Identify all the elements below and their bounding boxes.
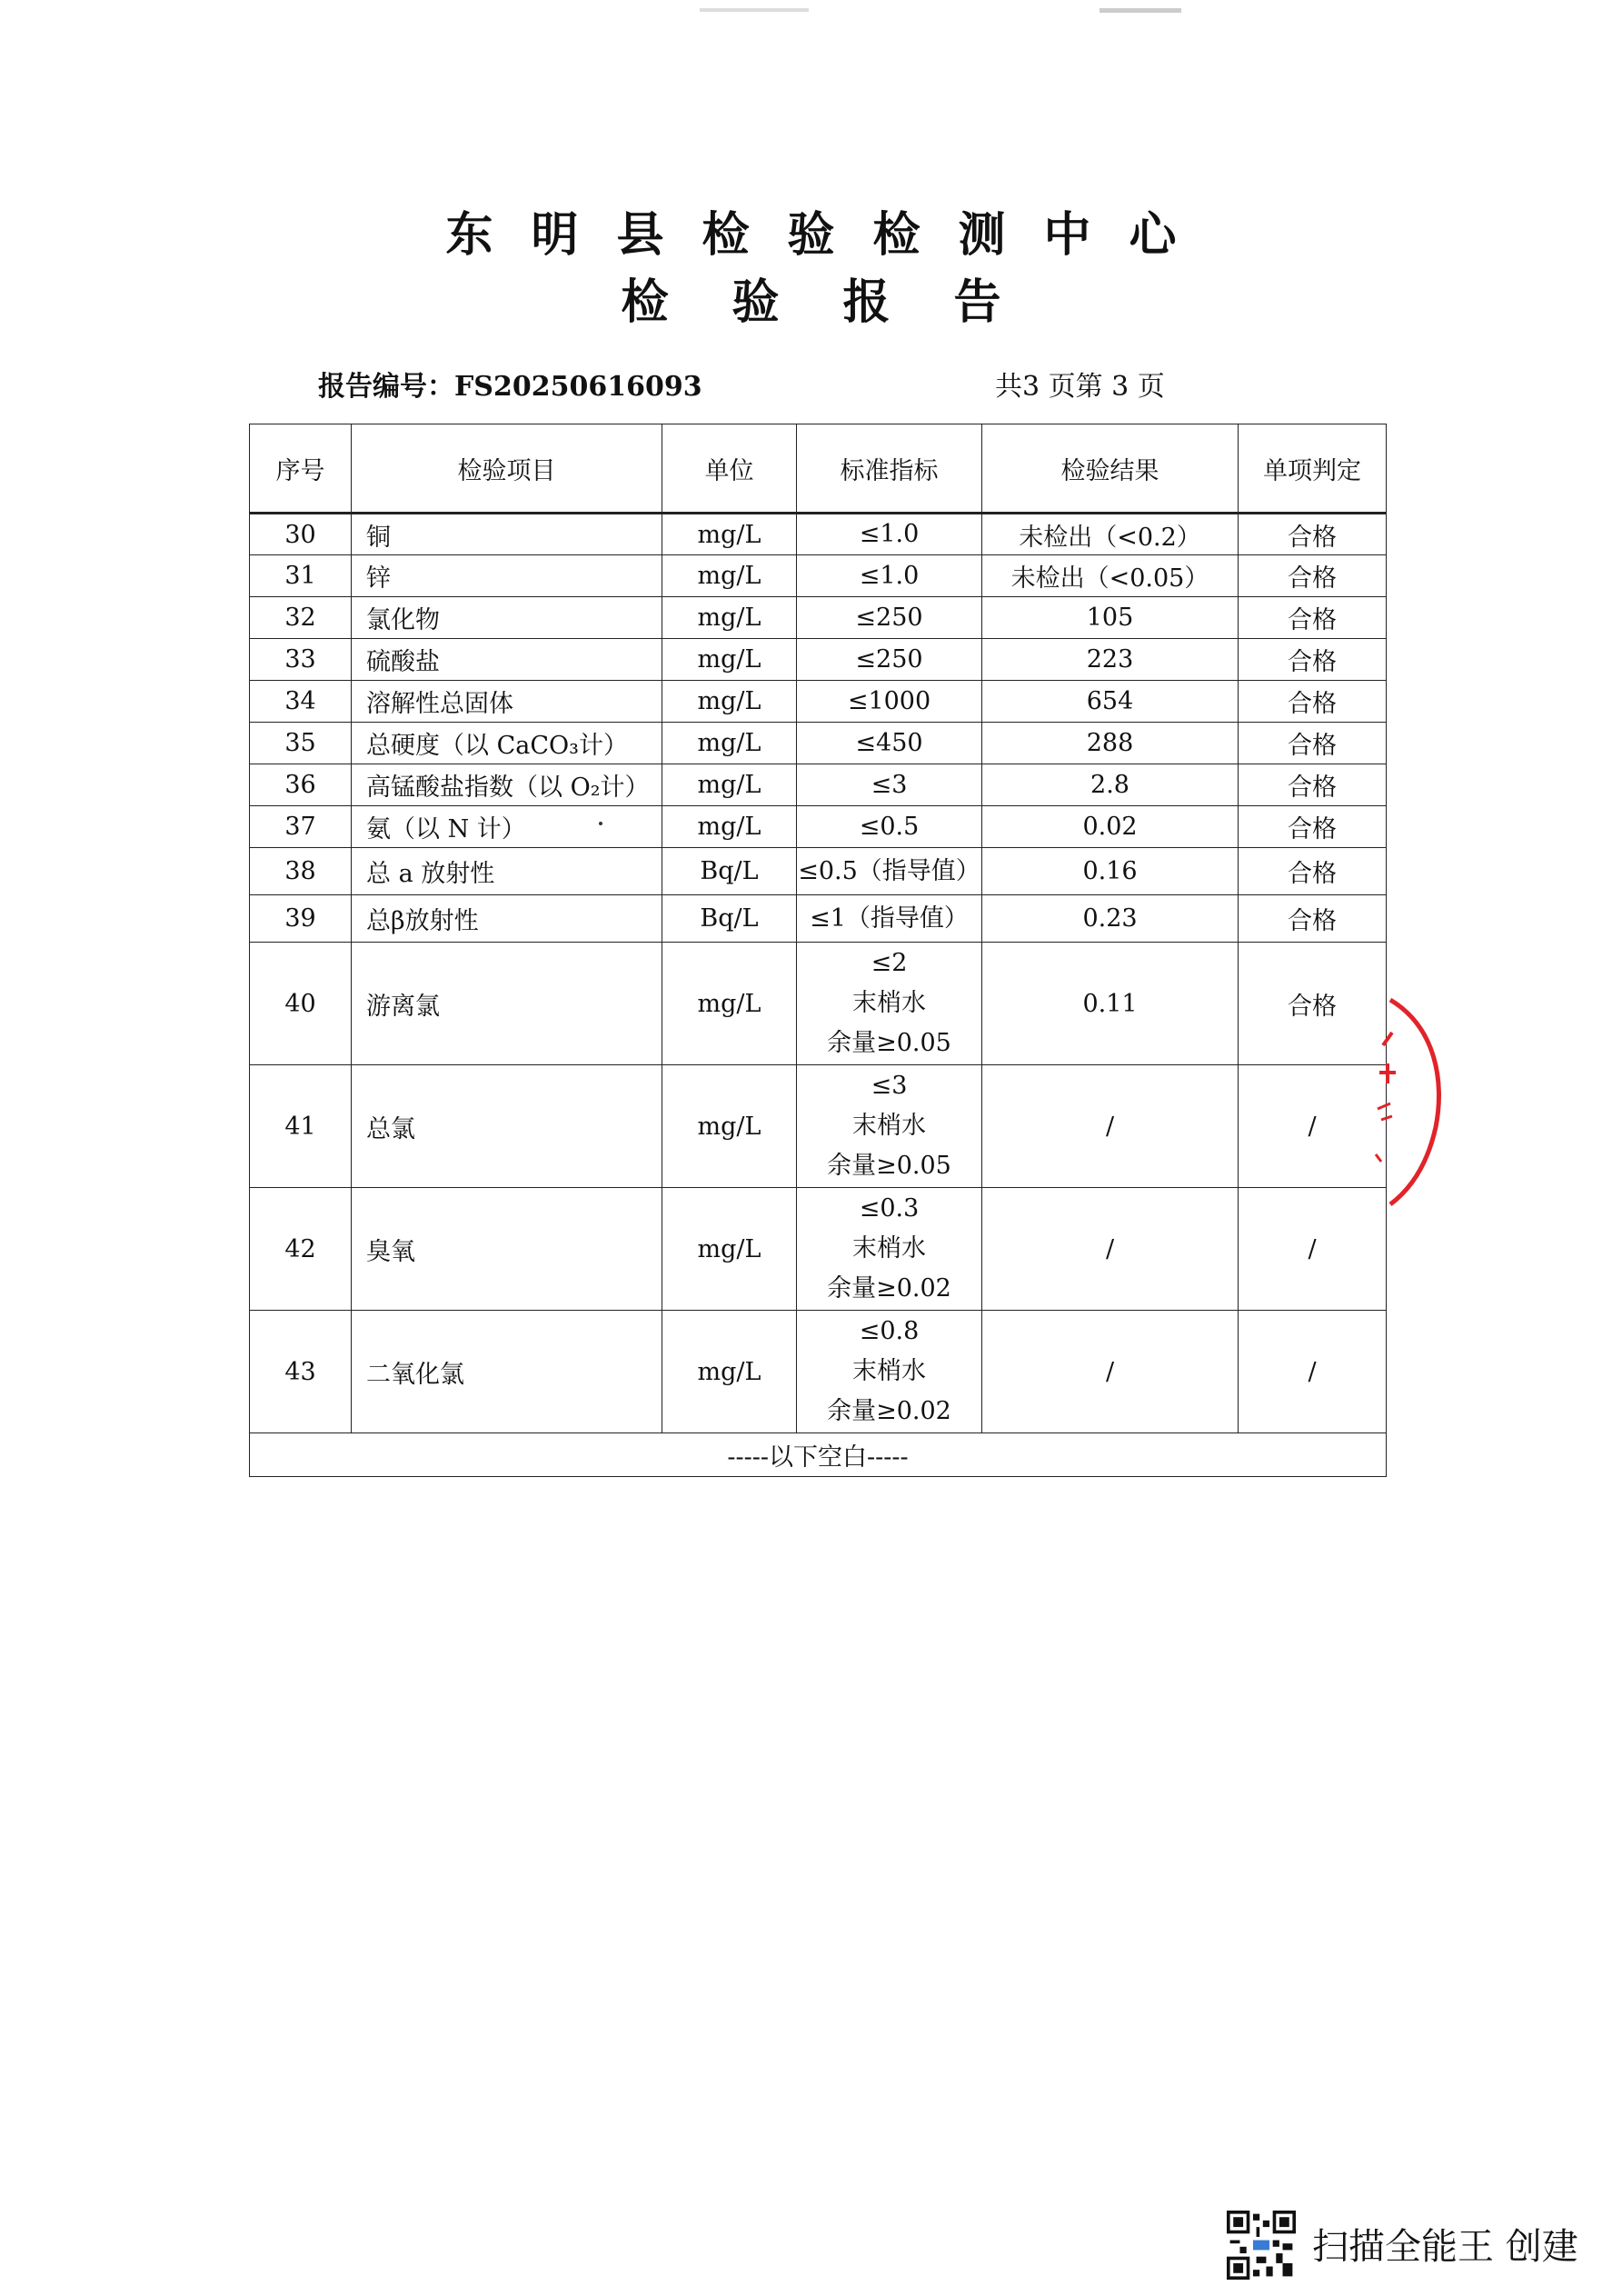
cell-standard bbox=[797, 848, 982, 895]
col-header-unit: 单位 bbox=[662, 424, 797, 514]
cell-result: 223 bbox=[982, 639, 1239, 681]
standard-line: 余量≥0.05 bbox=[827, 1152, 951, 1180]
col-header-item: 检验项目 bbox=[352, 424, 662, 514]
table-header-row bbox=[250, 424, 1387, 514]
standard-line: ≤250 bbox=[855, 603, 923, 632]
col-header-result: 检验结果 bbox=[982, 424, 1239, 514]
cell-unit: Bq/L bbox=[662, 895, 797, 943]
cell-no: 38 bbox=[250, 848, 352, 895]
table-row bbox=[250, 723, 1387, 764]
cell-item: 总硬度（以 CaCO₃计） bbox=[352, 723, 662, 764]
table-row bbox=[250, 1311, 1387, 1433]
cell-unit: mg/L bbox=[662, 681, 797, 723]
cell-no: 40 bbox=[250, 943, 352, 1065]
cell-result: 2.8 bbox=[982, 764, 1239, 806]
cell-verdict: / bbox=[1239, 1188, 1387, 1311]
standard-line: 余量≥0.05 bbox=[827, 1029, 951, 1057]
cell-verdict: 合格 bbox=[1239, 848, 1387, 895]
inspection-table bbox=[249, 424, 1387, 1477]
cell-result: 105 bbox=[982, 597, 1239, 639]
cell-item: 溶解性总固体 bbox=[352, 681, 662, 723]
standard-line: ≤3 bbox=[871, 770, 908, 799]
standard-line: ≤1.0 bbox=[859, 520, 920, 548]
cell-no: 35 bbox=[250, 723, 352, 764]
cell-item: 硫酸盐 bbox=[352, 639, 662, 681]
table-row bbox=[250, 681, 1387, 723]
table-row bbox=[250, 514, 1387, 555]
table-row bbox=[250, 597, 1387, 639]
cell-item: 铜 bbox=[352, 514, 662, 555]
table-row bbox=[250, 764, 1387, 806]
cell-unit: mg/L bbox=[662, 555, 797, 597]
standard-line: ≤0.5（指导值） bbox=[798, 856, 980, 885]
cell-unit: Bq/L bbox=[662, 848, 797, 895]
cell-standard bbox=[797, 639, 982, 681]
cell-verdict: 合格 bbox=[1239, 597, 1387, 639]
cell-standard bbox=[797, 806, 982, 848]
cell-unit: mg/L bbox=[662, 597, 797, 639]
cell-result: 288 bbox=[982, 723, 1239, 764]
cell-unit: mg/L bbox=[662, 514, 797, 555]
cell-standard bbox=[797, 1065, 982, 1188]
cell-result: 0.02 bbox=[982, 806, 1239, 848]
cell-item: 总 a 放射性 bbox=[352, 848, 662, 895]
cell-no: 41 bbox=[250, 1065, 352, 1188]
table-row bbox=[250, 555, 1387, 597]
cell-verdict: 合格 bbox=[1239, 681, 1387, 723]
cell-result: 0.23 bbox=[982, 895, 1239, 943]
scan-edge-smudge bbox=[700, 0, 1209, 5]
cell-item: 氯化物 bbox=[352, 597, 662, 639]
cell-verdict: 合格 bbox=[1239, 806, 1387, 848]
cell-verdict: 合格 bbox=[1239, 555, 1387, 597]
cell-item: 高锰酸盐指数（以 O₂计） bbox=[352, 764, 662, 806]
cell-verdict: 合格 bbox=[1239, 895, 1387, 943]
report-number bbox=[318, 364, 702, 404]
scanner-brand-watermark: 扫描全能王 创建 bbox=[1312, 2226, 1578, 2268]
cell-verdict: 合格 bbox=[1239, 943, 1387, 1065]
table-row bbox=[250, 1065, 1387, 1188]
document-title: 检验报告 bbox=[621, 275, 1065, 330]
cell-unit: mg/L bbox=[662, 639, 797, 681]
table-row bbox=[250, 1188, 1387, 1311]
cell-no: 37 bbox=[250, 806, 352, 848]
cell-item: 游离氯 bbox=[352, 943, 662, 1065]
standard-line: 末梢水 bbox=[852, 1357, 926, 1385]
cell-result: / bbox=[982, 1065, 1239, 1188]
standard-line: ≤1.0 bbox=[859, 561, 920, 590]
standard-line: 末梢水 bbox=[852, 1112, 926, 1140]
cell-no: 33 bbox=[250, 639, 352, 681]
cell-standard bbox=[797, 1311, 982, 1433]
cell-verdict: / bbox=[1239, 1065, 1387, 1188]
scan-speck bbox=[599, 822, 602, 825]
cell-unit: mg/L bbox=[662, 723, 797, 764]
cell-result: 0.11 bbox=[982, 943, 1239, 1065]
cell-verdict: 合格 bbox=[1239, 514, 1387, 555]
standard-line: 末梢水 bbox=[852, 989, 926, 1017]
cell-unit: mg/L bbox=[662, 806, 797, 848]
cell-no: 34 bbox=[250, 681, 352, 723]
standard-line: ≤0.3 bbox=[859, 1194, 920, 1223]
cell-unit: mg/L bbox=[662, 1311, 797, 1433]
blank-note-row bbox=[250, 1433, 1387, 1477]
blank-note: -----以下空白----- bbox=[250, 1433, 1387, 1477]
table-row bbox=[250, 806, 1387, 848]
cell-standard bbox=[797, 723, 982, 764]
standard-line: 余量≥0.02 bbox=[827, 1274, 951, 1303]
report-number-value: FS20250616093 bbox=[454, 371, 702, 403]
cell-item: 总氯 bbox=[352, 1065, 662, 1188]
cell-item: 锌 bbox=[352, 555, 662, 597]
cell-result: 654 bbox=[982, 681, 1239, 723]
cell-item: 氨（以 N 计） bbox=[352, 806, 662, 848]
standard-line: ≤0.5 bbox=[859, 812, 920, 841]
cell-result: / bbox=[982, 1188, 1239, 1311]
cell-standard bbox=[797, 555, 982, 597]
cell-no: 31 bbox=[250, 555, 352, 597]
standard-line: ≤2 bbox=[871, 949, 908, 977]
table-row bbox=[250, 848, 1387, 895]
cell-no: 30 bbox=[250, 514, 352, 555]
col-header-standard: 标准指标 bbox=[797, 424, 982, 514]
cell-standard bbox=[797, 764, 982, 806]
cell-unit: mg/L bbox=[662, 764, 797, 806]
standard-line: ≤450 bbox=[855, 728, 923, 757]
cell-no: 43 bbox=[250, 1311, 352, 1433]
cell-verdict: 合格 bbox=[1239, 764, 1387, 806]
cell-verdict: 合格 bbox=[1239, 639, 1387, 681]
col-header-no: 序号 bbox=[250, 424, 352, 514]
standard-line: ≤1（指导值） bbox=[810, 903, 969, 933]
standard-line: 余量≥0.02 bbox=[827, 1397, 951, 1425]
cell-unit: mg/L bbox=[662, 943, 797, 1065]
cell-no: 36 bbox=[250, 764, 352, 806]
cell-standard bbox=[797, 597, 982, 639]
cell-no: 42 bbox=[250, 1188, 352, 1311]
page-info: 共3 页第 3 页 bbox=[995, 371, 1165, 403]
cell-item: 二氧化氯 bbox=[352, 1311, 662, 1433]
table-row bbox=[250, 895, 1387, 943]
cell-result: / bbox=[982, 1311, 1239, 1433]
standard-line: 末梢水 bbox=[852, 1234, 926, 1263]
cell-verdict: 合格 bbox=[1239, 723, 1387, 764]
col-header-verdict: 单项判定 bbox=[1239, 424, 1387, 514]
table-row bbox=[250, 639, 1387, 681]
cell-result: 0.16 bbox=[982, 848, 1239, 895]
qr-code-icon bbox=[1227, 2211, 1296, 2280]
standard-line: ≤3 bbox=[871, 1072, 908, 1100]
cell-no: 39 bbox=[250, 895, 352, 943]
table-row bbox=[250, 943, 1387, 1065]
standard-line: ≤1000 bbox=[847, 686, 931, 715]
cell-unit: mg/L bbox=[662, 1188, 797, 1311]
cell-result: 未检出（<0.05） bbox=[982, 555, 1239, 597]
org-name-heading: 东明县检验检测中心 bbox=[445, 207, 1215, 263]
report-number-label: 报告编号： bbox=[318, 371, 454, 403]
cell-unit: mg/L bbox=[662, 1065, 797, 1188]
standard-line: ≤250 bbox=[855, 644, 923, 674]
cell-standard bbox=[797, 681, 982, 723]
cell-no: 32 bbox=[250, 597, 352, 639]
cell-standard bbox=[797, 514, 982, 555]
standard-line: ≤0.8 bbox=[859, 1317, 920, 1345]
cell-standard bbox=[797, 1188, 982, 1311]
cell-item: 总β放射性 bbox=[352, 895, 662, 943]
cell-standard bbox=[797, 943, 982, 1065]
cell-verdict: / bbox=[1239, 1311, 1387, 1433]
cell-item: 臭氧 bbox=[352, 1188, 662, 1311]
cell-result: 未检出（<0.2） bbox=[982, 514, 1239, 555]
cell-standard bbox=[797, 895, 982, 943]
